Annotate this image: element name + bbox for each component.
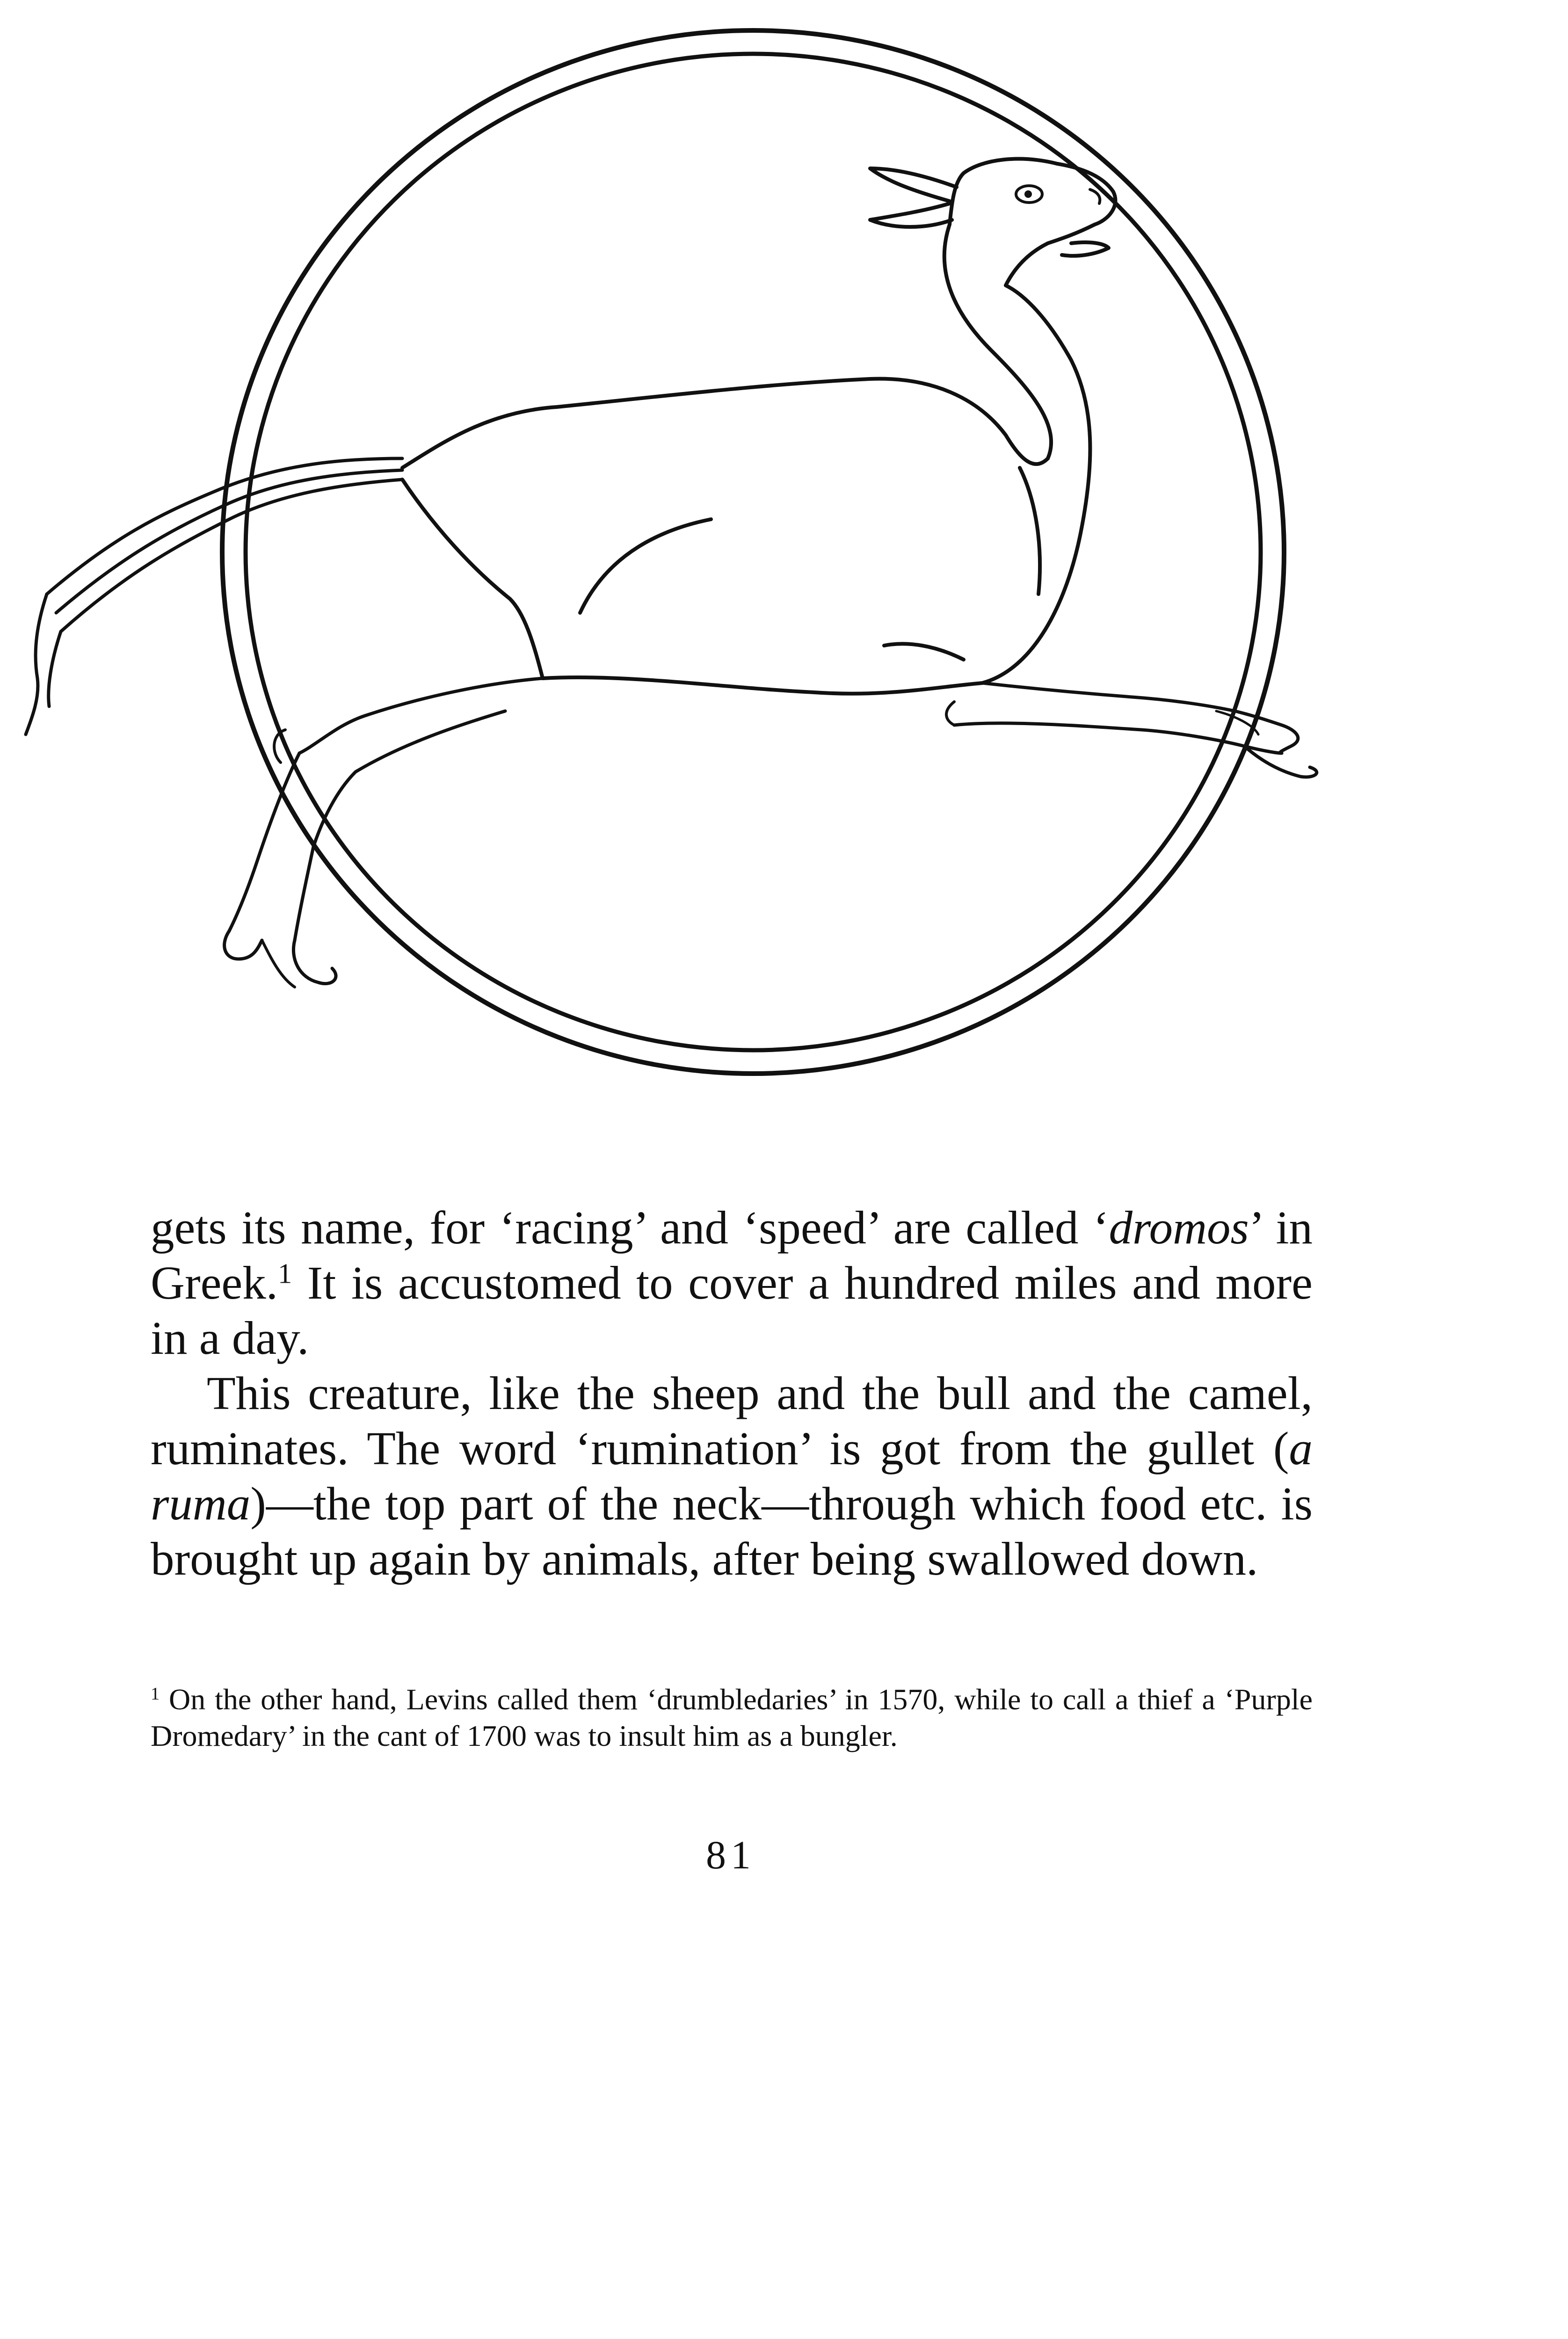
main-text: [151, 1200, 1313, 1586]
tail: [26, 458, 402, 734]
hind-legs: [225, 678, 543, 987]
footnote: [151, 1681, 1313, 1754]
p2-italic-phrase: a ruma: [151, 1422, 1313, 1530]
p2-text-b: )—the top part of the neck—through which food etc. is brought up again by animals, after being swallowed down.: [151, 1477, 1313, 1585]
paragraph-1: [151, 1200, 1313, 1366]
p2-text-a: This creature, like the sheep and the bull and the camel, ruminates. The word ‘rumination’ is got from the gullet (: [151, 1367, 1313, 1475]
p1-text-a: gets its name, for ‘racing’ and ‘speed’ are called ‘: [151, 1201, 1109, 1254]
p1-text-b: ’ in Greek.: [151, 1201, 1313, 1309]
footnote-marker: 1: [151, 1684, 160, 1704]
page-number: 81: [706, 1832, 755, 1877]
paragraph-2: [151, 1366, 1313, 1586]
p1-text-c: It is accustomed to cover a hundred miles and more in a day.: [151, 1257, 1313, 1364]
footnote-text: On the other hand, Levins called them ‘drumbledaries’ in 1570, while to call a thief a ‘Purple Dromedary’ in the cant of 1700 was to insult him as a bungler.: [151, 1683, 1313, 1752]
p1-italic-word: dromos: [1109, 1201, 1249, 1254]
dromedary-drawing: [19, 23, 1338, 1109]
dromedary-illustration: [19, 23, 1338, 1109]
body: [402, 379, 1048, 694]
circle-frame: [222, 30, 1284, 1074]
footnote-reference-marker[interactable]: 1: [277, 1258, 292, 1290]
